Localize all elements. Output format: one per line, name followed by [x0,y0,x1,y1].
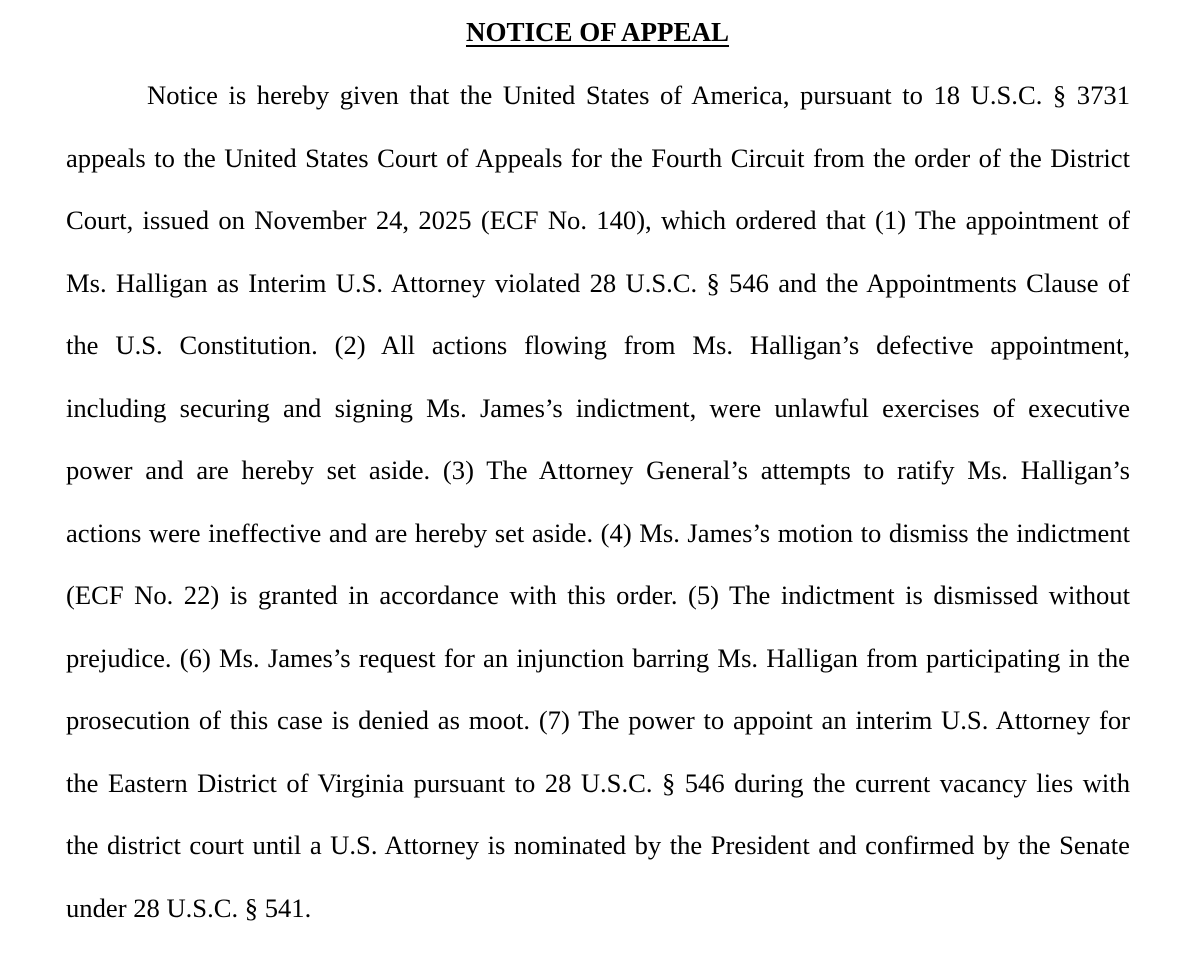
paragraph-line: prejudice. (6) Ms. James’s request for an injunction barring Ms. Halligan from participating in the [66,642,1130,673]
paragraph-line: appeals to the United States Court of Appeals for the Fourth Circuit from the order of the District [66,142,1130,173]
paragraph-line: the U.S. Constitution. (2) All actions flowing from Ms. Halligan’s defective appointment, [66,330,1130,360]
paragraph-line: under 28 U.S.C. § 541. [66,892,312,923]
paragraph-line: actions were ineffective and are hereby set aside. (4) Ms. James’s motion to dismiss the indictment [66,517,1130,548]
paragraph-line: Ms. Halligan as Interim U.S. Attorney violated 28 U.S.C. § 546 and the Appointments Clause of [66,267,1130,298]
paragraph-line: prosecution of this case is denied as moot. (7) The power to appoint an interim U.S. Attorney for [66,705,1130,735]
notice-paragraph [66,64,1130,939]
paragraph-line: Court, issued on November 24, 2025 (ECF No. 140), which ordered that (1) The appointment of [66,205,1130,235]
paragraph-line: including securing and signing Ms. James’s indictment, were unlawful exercises of executive [66,392,1130,423]
document-title [0,12,1195,52]
paragraph-line: power and are hereby set aside. (3) The Attorney General’s attempts to ratify Ms. Halligan’s [66,455,1130,485]
paragraph-line: the district court until a U.S. Attorney is nominated by the President and confirmed by the Senate [66,830,1130,860]
document-title-text: NOTICE OF APPEAL [465,17,730,47]
paragraph-line: the Eastern District of Virginia pursuant to 28 U.S.C. § 546 during the current vacancy lies with [66,767,1130,798]
paragraph-line: Notice is hereby given that the United States of America, pursuant to 18 U.S.C. § 3731 [147,80,1130,110]
paragraph-line: (ECF No. 22) is granted in accordance with this order. (5) The indictment is dismissed without [66,580,1130,610]
